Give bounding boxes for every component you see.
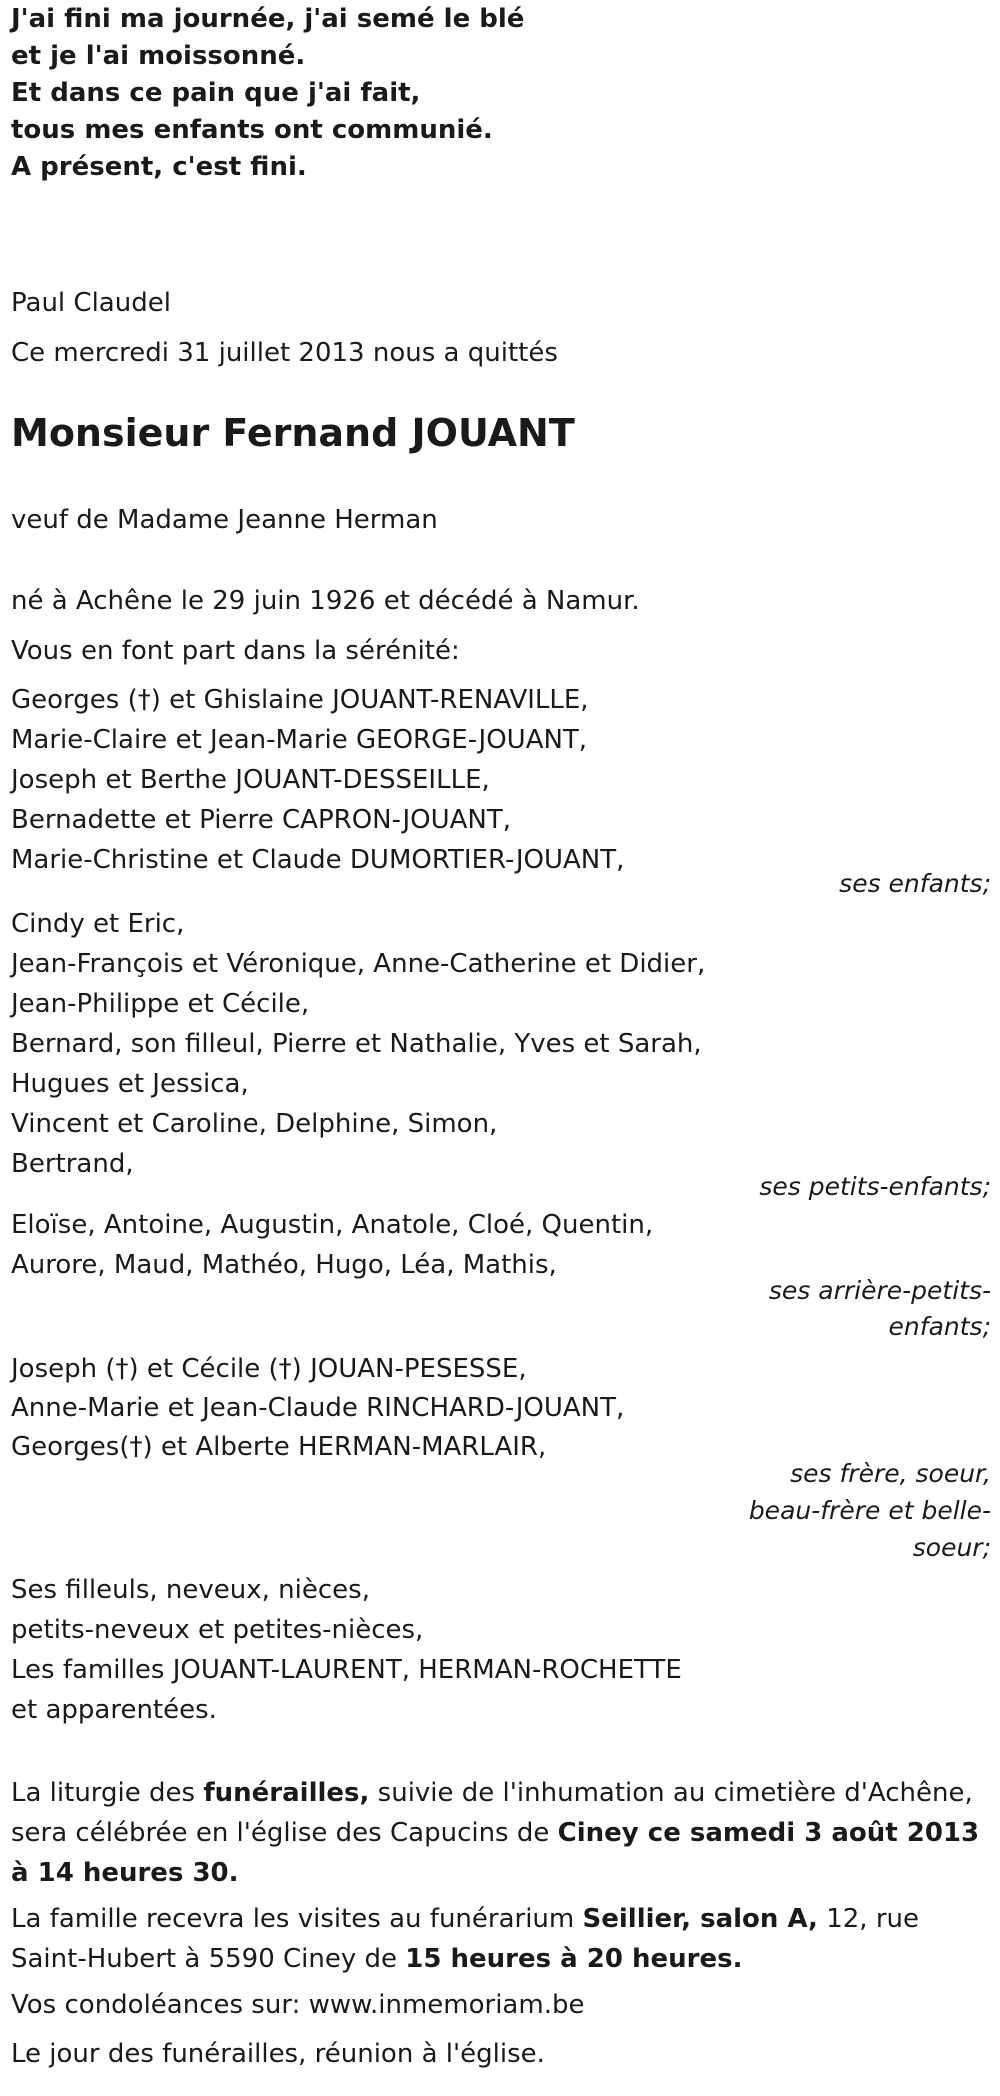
relation-label: ses arrière-petits- xyxy=(768,1276,991,1305)
poem-line: J'ai fini ma journée, j'ai semé le blé xyxy=(11,4,525,34)
relation-label: ses frère, soeur, xyxy=(790,1459,991,1488)
family-name-line: Bernadette et Pierre CAPRON-JOUANT, xyxy=(11,805,511,835)
poem-author: Paul Claudel xyxy=(11,288,171,318)
family-name-line: Georges(†) et Alberte HERMAN-MARLAIR, xyxy=(11,1432,547,1462)
family-name-line: Les familles JOUANT-LAURENT, HERMAN-ROCHETTE xyxy=(11,1655,682,1685)
family-name-line: Bertrand, xyxy=(11,1149,134,1179)
visit-hours: 15 heures à 20 heures. xyxy=(405,1944,743,1974)
poem-line: tous mes enfants ont communié. xyxy=(11,115,493,145)
family-name-line: Hugues et Jessica, xyxy=(11,1069,249,1099)
visit-text: 12, rue Saint-Hubert à 5590 Ciney de xyxy=(11,1904,919,1974)
family-name-line: Cindy et Eric, xyxy=(11,909,185,939)
relation-label: ses petits-enfants; xyxy=(759,1172,991,1201)
death-intro: Ce mercredi 31 juillet 2013 nous a quittés xyxy=(11,338,558,368)
family-name-line: Joseph (†) et Cécile (†) JOUAN-PESESSE, xyxy=(11,1354,527,1384)
visit-paragraph xyxy=(11,1899,986,1979)
deceased-name: Monsieur Fernand JOUANT xyxy=(11,411,575,455)
funeral-date: Ciney ce samedi 3 août 2013 à 14 heures 30. xyxy=(11,1818,980,1888)
poem-line: Et dans ce pain que j'ai fait, xyxy=(11,78,421,108)
family-name-line: Ses filleuls, neveux, nièces, xyxy=(11,1575,370,1605)
family-name-line: Bernard, son filleul, Pierre et Nathalie, Yves et Sarah, xyxy=(11,1029,702,1059)
funeral-text: La liturgie des xyxy=(11,1778,204,1808)
family-name-line: Joseph et Berthe JOUANT-DESSEILLE, xyxy=(11,765,490,795)
family-name-line: Georges (†) et Ghislaine JOUANT-RENAVILLE, xyxy=(11,685,589,715)
family-name-line: Anne-Marie et Jean-Claude RINCHARD-JOUANT, xyxy=(11,1393,625,1423)
family-name-line: Jean-François et Véronique, Anne-Catherine et Didier, xyxy=(11,949,706,979)
family-name-line: petits-neveux et petites-nièces, xyxy=(11,1615,424,1645)
family-name-line: Marie-Claire et Jean-Marie GEORGE-JOUANT, xyxy=(11,725,588,755)
condolences-line: Vos condoléances sur: www.inmemoriam.be xyxy=(11,1990,585,2020)
funeral-home: Seillier, salon A, xyxy=(582,1904,818,1934)
announcement-line: Vous en font part dans la sérénité: xyxy=(11,636,460,666)
family-name-line: Eloïse, Antoine, Augustin, Anatole, Cloé, Quentin, xyxy=(11,1210,654,1240)
poem-line: A présent, c'est fini. xyxy=(11,152,307,182)
funeral-emphasis: funérailles, xyxy=(203,1778,370,1808)
poem-line: et je l'ai moissonné. xyxy=(11,41,306,71)
relation-label: enfants; xyxy=(888,1312,991,1341)
birth-death-line: né à Achêne le 29 juin 1926 et décédé à Namur. xyxy=(11,586,640,616)
spouse-line: veuf de Madame Jeanne Herman xyxy=(11,505,438,535)
relation-label: ses enfants; xyxy=(839,869,991,898)
family-name-line: Marie-Christine et Claude DUMORTIER-JOUANT, xyxy=(11,845,625,875)
relation-label: soeur; xyxy=(912,1533,991,1562)
family-name-line: Jean-Philippe et Cécile, xyxy=(11,989,310,1019)
relation-label: beau-frère et belle- xyxy=(748,1496,991,1525)
family-name-line: Aurore, Maud, Mathéo, Hugo, Léa, Mathis, xyxy=(11,1250,557,1280)
family-name-line: et apparentées. xyxy=(11,1695,217,1725)
reunion-line: Le jour des funérailles, réunion à l'église. xyxy=(11,2039,545,2069)
funeral-paragraph xyxy=(11,1773,986,1893)
family-name-line: Vincent et Caroline, Delphine, Simon, xyxy=(11,1109,498,1139)
visit-text: La famille recevra les visites au funérarium xyxy=(11,1904,583,1934)
funeral-text: suivie de l'inhumation au cimetière d'Achêne, sera célébrée en l'église des Capucins de xyxy=(11,1778,973,1848)
